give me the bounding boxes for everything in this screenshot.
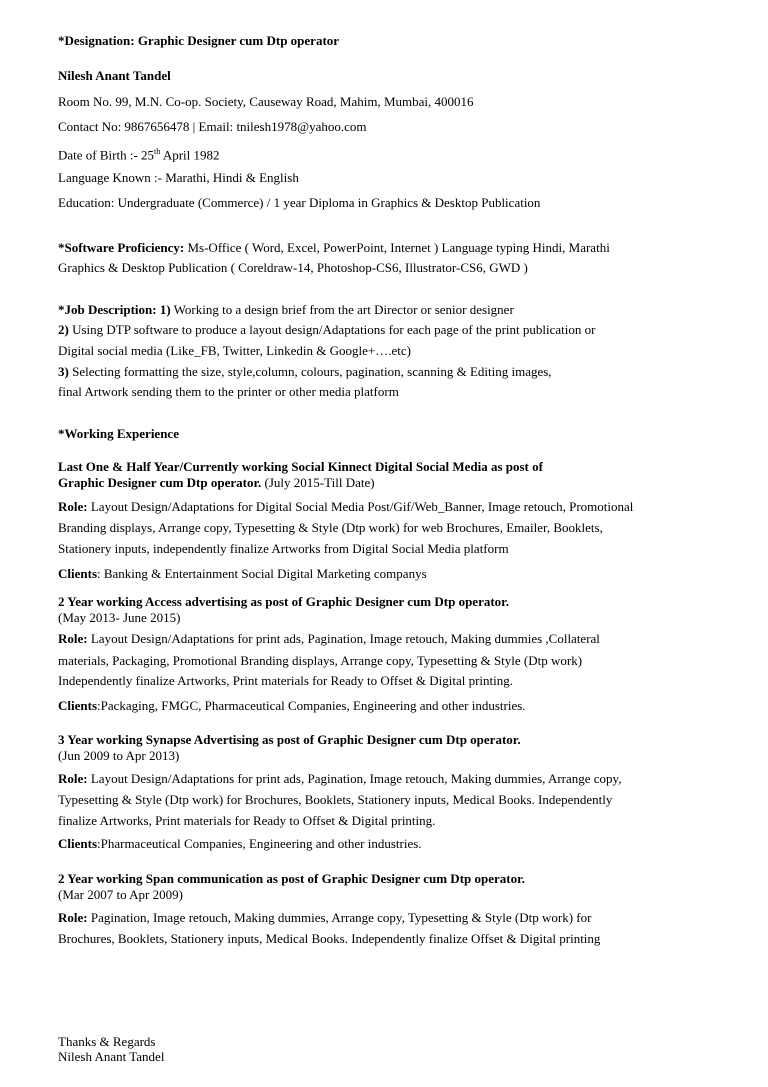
- closing-name: Nilesh Anant Tandel: [58, 1049, 165, 1064]
- dob-prefix: Date of Birth :- 25: [58, 147, 155, 163]
- job-0-role-line-1: [58, 499, 633, 515]
- job-1-clients-label: Clients: [58, 698, 97, 713]
- job-1-role-label: Role:: [58, 631, 88, 646]
- job-line-2: [58, 322, 595, 338]
- job-2-role-line-2: Typesetting & Style (Dtp work) for Brochures, Booklets, Stationery inputs, Medical Books. Independently: [58, 792, 613, 807]
- job-2-clients-label: Clients: [58, 836, 97, 851]
- job-0-period: (July 2015-Till Date): [261, 475, 375, 490]
- job-2-title: 3 Year working Synapse Advertising as post of Graphic Designer cum Dtp operator.: [58, 732, 521, 747]
- language-line: Language Known :- Marathi, Hindi & English: [58, 170, 299, 185]
- experience-heading: *Working Experience: [58, 426, 179, 441]
- job-2-clients: [58, 836, 422, 852]
- job-3-role-line-1: [58, 910, 591, 926]
- job-3-role-line-2: Brochures, Booklets, Stationery inputs, Medical Books. Independently finalize Offset & Digital printing: [58, 931, 601, 946]
- job-label: *Job Description: 1): [58, 302, 171, 317]
- job-0-clients-label: Clients: [58, 566, 97, 581]
- job-2-role-label: Role:: [58, 771, 88, 786]
- address-line: Room No. 99, M.N. Co-op. Society, Causeway Road, Mahim, Mumbai, 400016: [58, 94, 474, 109]
- job-0-role-line-2: Branding displays, Arrange copy, Typesetting & Style (Dtp work) for web Brochures, Emailer, Booklets,: [58, 520, 603, 535]
- job-number-3: 3): [58, 364, 69, 379]
- job-number-2: 2): [58, 322, 69, 337]
- job-2-clients-text: :Pharmaceutical Companies, Engineering and other industries.: [97, 836, 422, 851]
- software-label: *Software Proficiency:: [58, 240, 185, 255]
- job-1-role-line-2: materials, Packaging, Promotional Branding displays, Arrange copy, Typesetting & Style (Dtp work): [58, 653, 583, 668]
- job-0-clients-text: : Banking & Entertainment Social Digital Marketing companys: [97, 566, 427, 581]
- job-0-title-line-2: [58, 475, 375, 491]
- software-text-1: Ms-Office ( Word, Excel, PowerPoint, Internet ) Language typing Hindi, Marathi: [184, 240, 610, 255]
- candidate-name: Nilesh Anant Tandel: [58, 68, 171, 83]
- job-1-title: 2 Year working Access advertising as post of Graphic Designer cum Dtp operator.: [58, 594, 510, 609]
- job-2-period: (Jun 2009 to Apr 2013): [58, 748, 180, 763]
- job-1-period: (May 2013- June 2015): [58, 610, 181, 625]
- job-1-role-text-1: Layout Design/Adaptations for print ads, Pagination, Image retouch, Making dummies ,Collateral: [87, 631, 600, 646]
- job-line-3: Digital social media (Like_FB, Twitter, Linkedin & Google+….etc): [58, 343, 411, 358]
- job-text-2: Using DTP software to produce a layout design/Adaptations for each page of the print publication or: [68, 322, 596, 337]
- job-3-period: (Mar 2007 to Apr 2009): [58, 887, 183, 902]
- job-2-role-line-3: finalize Artworks, Print materials for Ready to Offset & Digital printing.: [58, 813, 436, 828]
- job-3-role-label: Role:: [58, 910, 88, 925]
- job-text-4: Selecting formatting the size, style,column, colours, pagination, scanning & Editing images,: [68, 364, 552, 379]
- software-line-1: [58, 240, 610, 256]
- job-line-4: [58, 364, 552, 380]
- closing-regards: Thanks & Regards: [58, 1034, 156, 1049]
- job-0-role-text-1: Layout Design/Adaptations for Digital Social Media Post/Gif/Web_Banner, Image retouch, Promotional: [87, 499, 634, 514]
- education-line: Education: Undergraduate (Commerce) / 1 year Diploma in Graphics & Desktop Publication: [58, 195, 541, 210]
- job-line-1: [58, 302, 514, 318]
- dob-line: [58, 144, 220, 163]
- job-1-role-line-1: [58, 631, 600, 647]
- designation-value: : Graphic Designer cum Dtp operator: [130, 33, 340, 48]
- job-1-role-line-3: Independently finalize Artworks, Print materials for Ready to Offset & Digital printing.: [58, 673, 514, 688]
- job-0-role-line-3: Stationery inputs, independently finalize Artworks from Digital Social Media platform: [58, 541, 509, 556]
- job-0-title: Last One & Half Year/Currently working Social Kinnect Digital Social Media as post of: [58, 459, 543, 474]
- job-1-clients: [58, 698, 526, 714]
- dob-suffix: April 1982: [160, 147, 220, 163]
- job-3-role-text-1: Pagination, Image retouch, Making dummies, Arrange copy, Typesetting & Style (Dtp work) for: [87, 910, 592, 925]
- job-1-clients-text: :Packaging, FMGC, Pharmaceutical Companies, Engineering and other industries.: [97, 698, 526, 713]
- designation-line: [58, 33, 339, 49]
- job-0-position: Graphic Designer cum Dtp operator.: [58, 475, 262, 490]
- job-3-title: 2 Year working Span communication as post of Graphic Designer cum Dtp operator.: [58, 871, 525, 886]
- job-text-1: Working to a design brief from the art Director or senior designer: [170, 302, 514, 317]
- job-0-clients: [58, 566, 427, 582]
- job-line-5: final Artwork sending them to the printer or other media platform: [58, 384, 399, 399]
- contact-line: Contact No: 9867656478 | Email: tnilesh1978@yahoo.com: [58, 119, 367, 134]
- designation-label: *Designation: [58, 33, 131, 48]
- job-2-role-line-1: [58, 771, 621, 787]
- dob-superscript: th: [154, 147, 161, 156]
- software-line-2: Graphics & Desktop Publication ( Coreldraw-14, Photoshop-CS6, Illustrator-CS6, GWD ): [58, 260, 528, 275]
- job-0-role-label: Role:: [58, 499, 88, 514]
- job-2-role-text-1: Layout Design/Adaptations for print ads, Pagination, Image retouch, Making dummies, Arrange copy,: [87, 771, 622, 786]
